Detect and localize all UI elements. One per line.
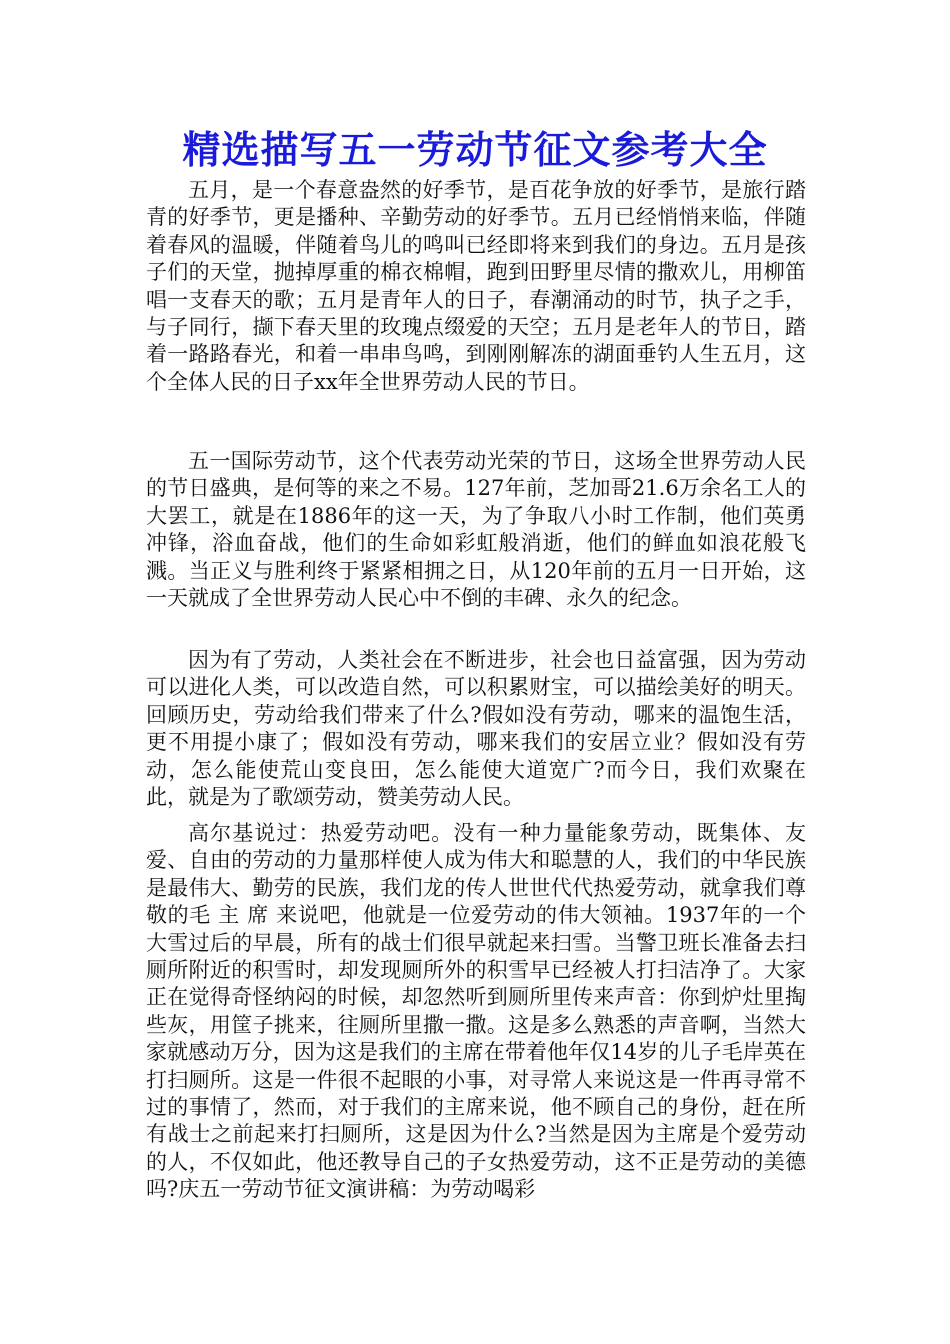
paragraph-3: 因为有了劳动，人类社会在不断进步，社会也日益富强，因为劳动可以进化人类，可以改造自然，可以积累财宝，可以描绘美好的明天。回顾历史，劳动给我们带来了什么?假如没有劳动，哪来的温饱生活，更不用提小康了；假如没有劳动，哪来我们的安居立业？假如没有劳动，怎么能使荒山变良田，怎么能使大道宽广?而今日，我们欢聚在此，就是为了歌颂劳动，赞美劳动人民。 [146, 648, 806, 810]
paragraph-1: 五月，是一个春意盎然的好季节，是百花争放的好季节，是旅行踏青的好季节，更是播种、辛勤劳动的好季节。五月已经悄悄来临，伴随着春风的温暖，伴随着鸟儿的鸣叫已经即将来到我们的身边。五月是孩子们的天堂，抛掉厚重的棉衣棉帽，跑到田野里尽情的撒欢儿，用柳笛唱一支春天的歌；五月是青年人的日子，春潮涌动的时节，执子之手，与子同行，撷下春天里的玫瑰点缀爱的天空；五月是老年人的节日，踏着一路路春光，和着一串串鸟鸣，到刚刚解冻的湖面垂钓人生五月，这个全体人民的日子xx年全世界劳动人民的节日。 [146, 178, 806, 394]
document-title: 精选描写五一劳动节征文参考大全 [182, 127, 768, 172]
paragraph-4: 高尔基说过：热爱劳动吧。没有一种力量能象劳动，既集体、友爱、自由的劳动的力量那样使人成为伟大和聪慧的人，我们的中华民族是最伟大、勤劳的民族，我们龙的传人世世代代热爱劳动，就拿我们尊敬的毛 主 席 来说吧，他就是一位爱劳动的伟大领袖。1937年的一个大雪过后的早晨，所有的战士们很早就起来扫雪。当警卫班长准备去扫厕所附近的积雪时，却发现厕所外的积雪早已经被人打扫洁净了。大家正在觉得奇怪纳闷的时候，却忽然听到厕所里传来声音：你到炉灶里掏些灰，用筐子挑来，往厕所里撒一撒。这是多么熟悉的声音啊，当然大家就感动万分，因为这是我们的主席在带着他年仅14岁的儿子毛岸英在打扫厕所。这是一件很不起眼的小事，对寻常人来说这是一件再寻常不过的事情了，然而，对于我们的主席来说，他不顾自己的身份，赶在所有战士之前起来打扫厕所，这是因为什么?当然是因为主席是个爱劳动的人，不仅如此，他还教导自己的子女热爱劳动，这不正是劳动的美德吗?庆五一劳动节征文演讲稿：为劳动喝彩 [146, 821, 806, 1202]
paragraph-2: 五一国际劳动节，这个代表劳动光荣的节日，这场全世界劳动人民的节日盛典，是何等的来之不易。127年前，芝加哥21.6万余名工人的大罢工，就是在1886年的这一天，为了争取八小时工作制，他们英勇冲锋，浴血奋战，他们的生命如彩虹般消逝，他们的鲜血如浪花般飞溅。当正义与胜利终于紧紧相拥之日，从120年前的五月一日开始，这一天就成了全世界劳动人民心中不倒的丰碑、永久的纪念。 [146, 449, 806, 611]
